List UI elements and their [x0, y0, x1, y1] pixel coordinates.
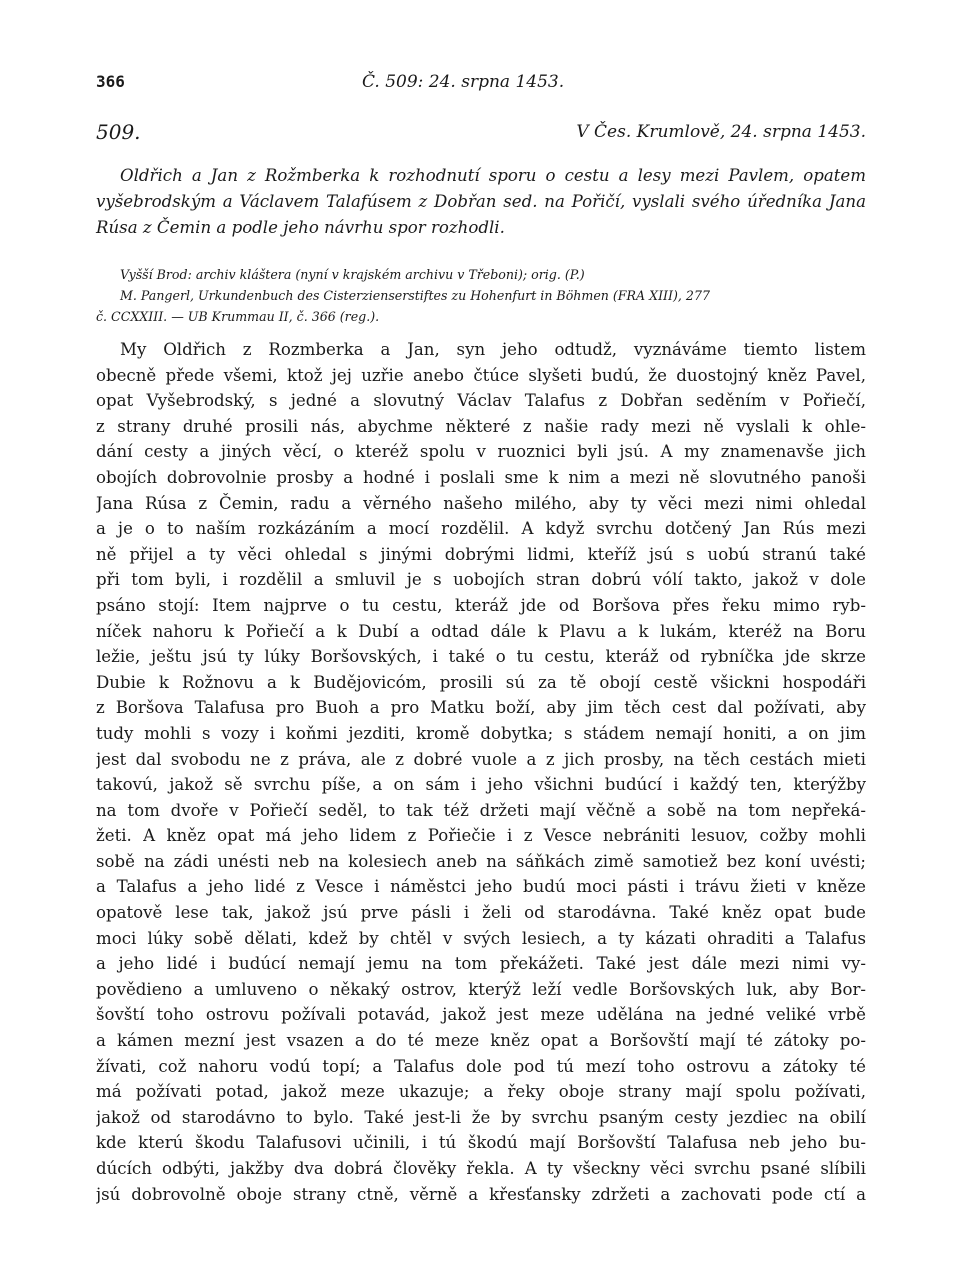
- body-line: opat Vyšebrodský, s jedné a slovutný Václav Talafus z Dobřan seděním v Pořiečí,: [96, 391, 866, 411]
- running-head: Č. 509: 24. srpna 1453.: [362, 72, 565, 92]
- body-line: má požívati potad, jakož meze ukazuje; a řeky oboje strany mají spolu požívati,: [96, 1082, 866, 1102]
- page-header: [96, 72, 866, 96]
- document-body: [96, 337, 866, 1207]
- document-heading: [96, 120, 866, 146]
- source-line: Vyšší Brod: archiv kláštera (nyní v krajském archivu v Třeboni); orig. (P.): [120, 267, 585, 282]
- body-line: níček nahoru k Pořiečí a k Dubí a odtad dále k Plavu a k lukám, kteréž na Boru: [96, 621, 866, 641]
- page-number: 366: [96, 72, 125, 91]
- body-line: ně přijel a ty věci ohledal s jinými dobrými lidmi, kteříž jsú s uobú stranú také: [96, 544, 866, 564]
- body-line: obecně přede všemi, ktož jej uzřie anebo čtúce slyšeti budú, že duostojný kněz Pavel,: [96, 365, 866, 385]
- body-line: a jeho lidé i budúcí nemají jemu na tom překážeti. Také jest dále mezi nimi vy-: [96, 954, 866, 974]
- body-line: psáno stojí: Item najprve o tu cestu, kteráž jde od Boršova přes řeku mimo ryb-: [96, 595, 866, 615]
- body-line: jest dal svobodu ne z práva, ale z dobré vuole a z jich prosby, na těch cestách mieti: [96, 749, 866, 769]
- body-line: opatově lese tak, jakož jsú prve pásli i želi od starodávna. Také kněz opat bude: [96, 903, 866, 923]
- regest-summary: Oldřich a Jan z Rožmberka k rozhodnutí sporu o cestu a lesy mezi Pavlem, opatem vyšebrodským a Václavem Talafúsem z Dobřan sed. na Pořičí, vyslali svého úředníka Jana Rúsa z Čemin a podle jeho návrhu spor rozhodli.: [96, 166, 866, 237]
- body-line: žívati, což nahoru vodú topí; a Talafus dole pod tú mezí toho ostrovu a zátoky té: [96, 1056, 866, 1076]
- body-line: žeti. A kněz opat má jeho lidem z Pořiečie i z Vesce nebrániti lesuov, cožby mohli: [96, 826, 866, 846]
- source-line: č. CCXXIII. — UB Krummau II, č. 366 (reg.).: [96, 309, 380, 324]
- body-line: a kámen mezní jest vsazen a do té meze kněz opat a Boršovští mají té zátoky po-: [96, 1031, 866, 1051]
- document-place-date: V Čes. Krumlově, 24. srpna 1453.: [576, 122, 866, 142]
- document-page: [96, 0, 866, 1264]
- body-line: ležie, ještu jsú ty lúky Boršovských, i také o tu cestu, kteráž od rybníčka jde skrze: [96, 647, 866, 667]
- body-line: Jana Rúsa z Čemin, radu a věrného našeho milého, aby ty věci mezi nimi ohledal: [96, 493, 866, 513]
- body-line: dání cesty a jiných věcí, o kteréž spolu v ruoznici byli jsú. A my znamenavše jich: [96, 442, 866, 462]
- body-line: z Boršova Talafusa pro Buoh a pro Matku boží, aby jim těch cest dal požívati, aby: [96, 698, 866, 718]
- body-line: My Oldřich z Rozmberka a Jan, syn jeho odtudž, vyznáváme tiemto listem: [120, 340, 866, 359]
- body-line: a je o to naším rozkázáním a mocí rozdělil. A když svrchu dotčený Jan Rús mezi: [96, 519, 866, 539]
- body-line: takovú, jakož sě svrchu píše, a on sám i jeho všichni budúcí i každý ten, kterýžby: [96, 775, 866, 795]
- body-line: při tom byli, i rozdělil a smluvil je s uobojích stran dobrú vólí takto, jakož v dole: [96, 570, 866, 590]
- body-line: Dubie k Rožnovu a k Budějovicóm, prosili sú za tě obojí cestě všicknі hospodáři: [96, 672, 866, 692]
- body-line: tudy mohli s vozy i koňmi jezditi, kromě dobytka; s stádem nemají honiti, a on jim: [96, 723, 866, 743]
- body-line: šovští toho ostrovu požívali potavád, jakož jest meze udělána na jedné veliké vrbě: [96, 1005, 866, 1025]
- body-line: dúcích odbýti, jakžby dva dobrá člověky řekla. A ty všeckny věci svrchu psané slíbili: [96, 1159, 866, 1178]
- source-line: M. Pangerl, Urkundenbuch des Cisterzienserstiftes zu Hohenfurt in Böhmen (FRA XIII), 277: [120, 288, 710, 303]
- body-line: sobě na zádi unésti neb na kolesiech aneb na sáňkách zimě samotiež bez koní uvésti;: [96, 851, 866, 871]
- document-number: 509.: [96, 120, 141, 144]
- body-line: obojích dobrovolnie prosby a hodné i poslali sme k nim a mezi ně slovutného panoši: [96, 467, 866, 487]
- body-line: povědieno a umluveno o někaký ostrov, kterýž leží vedle Boršovských luk, aby Bor-: [96, 979, 866, 999]
- body-line: kde kterú škodu Talafusovi učinili, i tú škodú mají Boršovští Talafusa neb jeho bu-: [96, 1133, 866, 1153]
- body-line: na tom dvoře v Pořiečí seděl, to tak též držeti mají věčně a sobě na tom nepřeká-: [96, 800, 866, 820]
- body-line: moci lúky sobě dělati, kdež by chtěl v svých lesiech, a ty kázati ohraditi a Talafus: [96, 928, 866, 948]
- body-line: jsú dobrovolně oboje strany ctně, věrně a křesťansky zdržeti a zachovati pode ctí a: [96, 1184, 866, 1204]
- source-note: [96, 264, 866, 327]
- body-line: a Talafus a jeho lidé z Vesce i náměstci jeho budú moci pásti i trávu žieti v kněze: [96, 877, 866, 897]
- body-line: jakož od starodávno to bylo. Také jest-li že by svrchu psaným cesty jezdiec na obilí: [96, 1107, 866, 1127]
- body-line: z strany druhé prosili nás, abychme některé z našie rady mezi ně vyslali k ohle-: [96, 416, 866, 436]
